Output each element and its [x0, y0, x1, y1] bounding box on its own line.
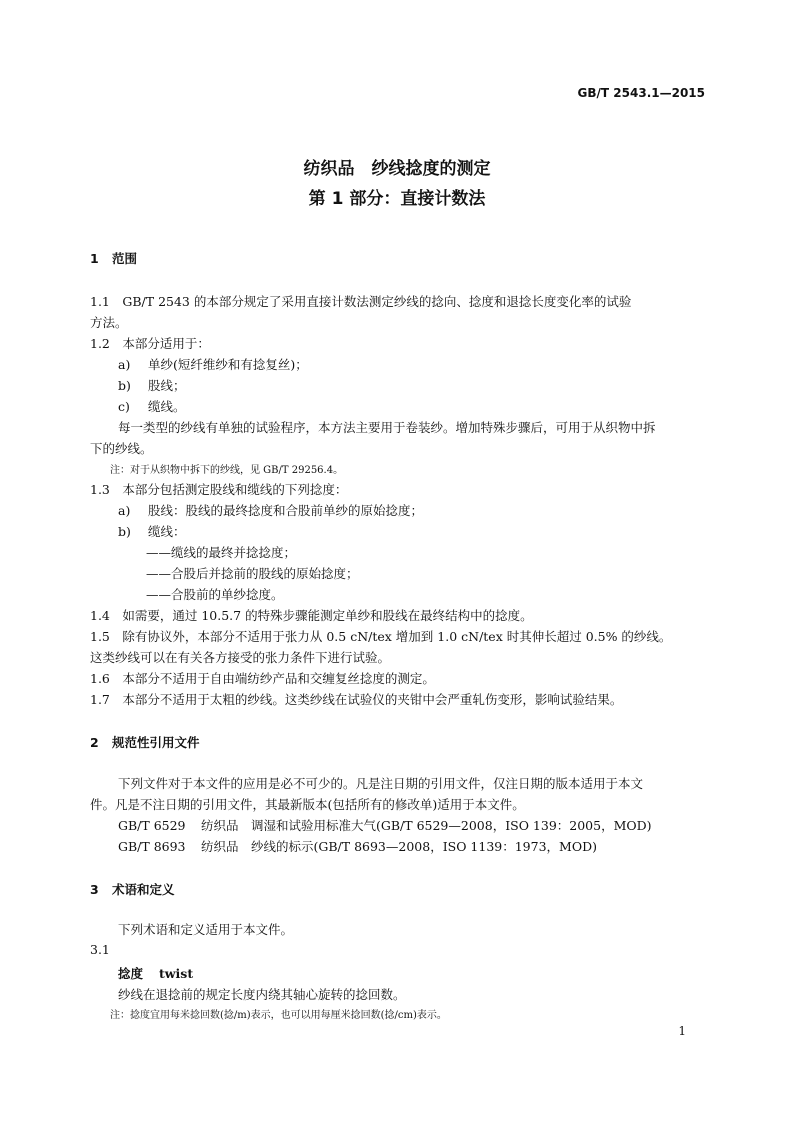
list-label: a): [118, 357, 131, 372]
reference-text: 纺织品 调湿和试验用标准大气(GB/T 6529—2008，ISO 139：2005，MOD): [201, 818, 652, 833]
section-title: 范围: [112, 251, 138, 266]
list-item-1-3-a: [118, 501, 423, 519]
section-2-heading: [90, 733, 200, 751]
section-number: 3: [90, 882, 99, 897]
reference-2: [118, 837, 597, 855]
list-text: 股线：股线的最终捻度和合股前单纱的原始捻度；: [148, 503, 424, 518]
list-item-1-3-b: [118, 522, 186, 540]
standard-code: GB/T 2543.1—2015: [577, 86, 705, 100]
paragraph-each-type-line2: 下的纱线。: [90, 441, 153, 456]
list-text: 缆线：: [148, 524, 186, 539]
dash-item-1: ——缆线的最终并捻捻度；: [146, 545, 297, 560]
clause-1-6: 1.6 本部分不适用于自由端纺纱产品和交缠复丝捻度的测定。: [90, 671, 435, 686]
reference-text: 纺织品 纱线的标示(GB/T 8693—2008，ISO 1139：1973，MOD): [201, 839, 597, 854]
list-item-b: [118, 376, 186, 394]
doc-title-line2: 第 1 部分：直接计数法: [308, 189, 486, 209]
clause-1-3: 1.3 本部分包括测定股线和缆线的下列捻度：: [90, 482, 348, 497]
reference-1: [118, 816, 652, 834]
clause-1-2: 1.2 本部分适用于：: [90, 336, 210, 351]
section-3-heading: [90, 880, 175, 898]
list-text: 缆线。: [148, 399, 186, 414]
page-number: 1: [678, 1024, 686, 1038]
refs-intro-line2: 件。凡是不注日期的引用文件，其最新版本(包括所有的修改单)适用于本文件。: [90, 797, 525, 812]
reference-code: GB/T 6529: [118, 818, 186, 833]
clause-1-5-line1: 1.5 除有协议外，本部分不适用于张力从 0.5 cN/tex 增加到 1.0 cN/tex 时其伸长超过 0.5% 的纱线。: [90, 629, 672, 644]
clause-1-5-line2: 这类纱线可以在有关各方接受的张力条件下进行试验。: [90, 650, 391, 665]
list-label: b): [118, 524, 131, 539]
doc-title-line1: 纺织品 纱线捻度的测定: [303, 159, 491, 179]
clause-1-1-line1: 1.1 GB/T 2543 的本部分规定了采用直接计数法测定纱线的捻向、捻度和退捻长度变化率的试验: [90, 294, 632, 309]
list-text: 单纱(短纤维纱和有捻复丝)；: [148, 357, 308, 372]
section-number: 2: [90, 735, 99, 750]
term-3-1-definition: 纱线在退捻前的规定长度内绕其轴心旋转的捻回数。: [118, 987, 406, 1002]
term-3-1-number: 3.1: [90, 942, 110, 957]
term-3-1-name: [118, 964, 193, 982]
section-title: 规范性引用文件: [112, 735, 200, 750]
section-number: 1: [90, 251, 99, 266]
dash-item-3: ——合股前的单纱捻度。: [146, 587, 284, 602]
list-item-a: [118, 355, 308, 373]
list-item-c: [118, 397, 186, 415]
term-english: twist: [159, 966, 194, 981]
section-1-heading: [90, 249, 137, 267]
paragraph-each-type-line1: 每一类型的纱线有单独的试验程序，本方法主要用于卷装纱。增加特殊步骤后，可用于从织物中拆: [118, 420, 656, 435]
term-chinese: 捻度: [118, 966, 144, 981]
section-title: 术语和定义: [112, 882, 175, 897]
clause-1-4: 1.4 如需要，通过 10.5.7 的特殊步骤能测定单纱和股线在最终结构中的捻度。: [90, 608, 533, 623]
dash-item-2: ——合股后并捻前的股线的原始捻度；: [146, 566, 359, 581]
terms-intro: 下列术语和定义适用于本文件。: [118, 922, 294, 937]
list-label: b): [118, 378, 131, 393]
list-label: c): [118, 399, 130, 414]
clause-1-7: 1.7 本部分不适用于太粗的纱线。这类纱线在试验仪的夹钳中会严重轧伤变形，影响试验结果。: [90, 692, 623, 707]
list-label: a): [118, 503, 131, 518]
reference-code: GB/T 8693: [118, 839, 186, 854]
list-text: 股线；: [148, 378, 186, 393]
refs-intro-line1: 下列文件对于本文件的应用是必不可少的。凡是注日期的引用文件，仅注日期的版本适用于本文: [118, 776, 644, 791]
term-3-1-note: 注：捻度宜用每米捻回数(捻/m)表示，也可以用每厘米捻回数(捻/cm)表示。: [110, 1010, 447, 1021]
clause-1-1-line2: 方法。: [90, 315, 128, 330]
note-1: 注：对于从织物中拆下的纱线，见 GB/T 29256.4。: [110, 465, 344, 476]
